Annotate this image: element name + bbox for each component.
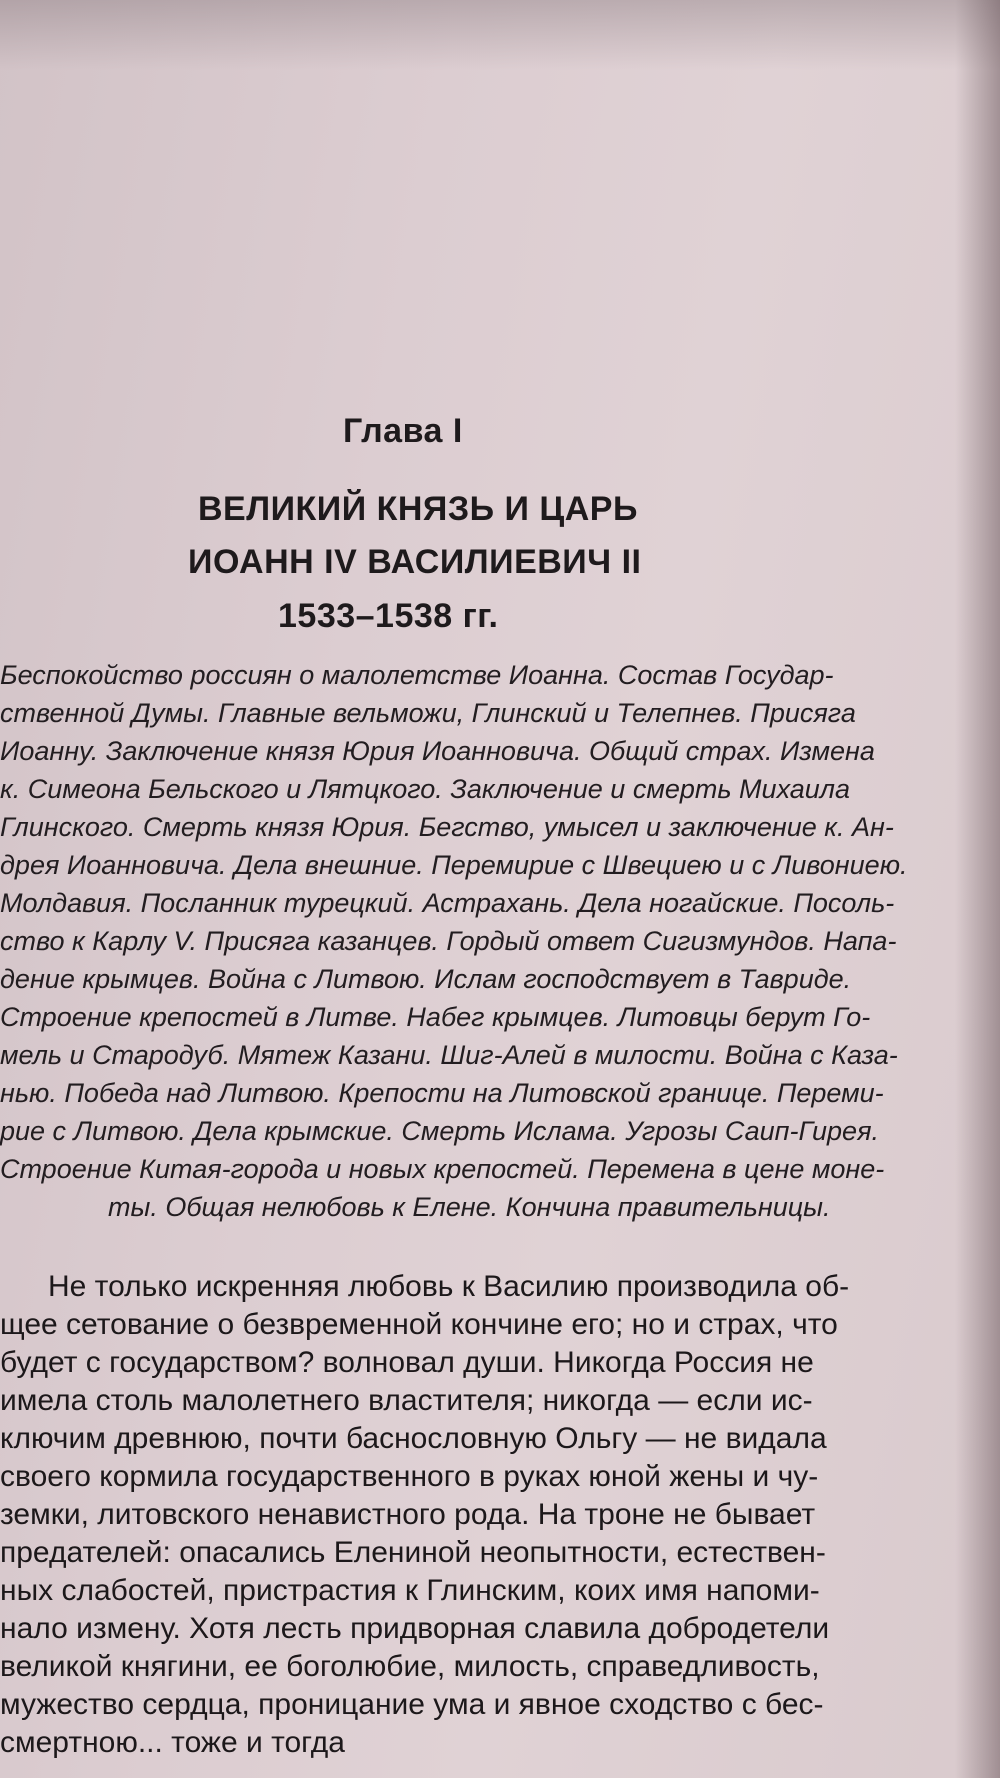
body-line: ключим древнюю, почти баснословную Ольгу — не видала bbox=[0, 1422, 827, 1455]
chapter-title-line-2: ИОАНН IV ВАСИЛИЕВИЧ II bbox=[188, 543, 642, 581]
body-line: мужество сердца, проницание ума и явное сходство с бес- bbox=[0, 1688, 824, 1721]
body-line: своего кормила государственного в руках юной жены и чу- bbox=[0, 1460, 819, 1493]
summary-line: рие с Литвою. Дела крымские. Смерть Ислама. Угрозы Саип-Гирея. bbox=[0, 1116, 879, 1146]
summary-line: Строение Китая-города и новых крепостей. Перемена в цене моне- bbox=[0, 1154, 885, 1184]
summary-line: Иоанну. Заключение князя Юрия Иоанновича. Общий страх. Измена bbox=[0, 736, 875, 766]
body-line: нало измену. Хотя лесть придворная славила добродетели bbox=[0, 1612, 830, 1645]
chapter-title-years: 1533–1538 гг. bbox=[278, 597, 499, 635]
top-shadow bbox=[0, 0, 1000, 70]
body-line: земки, литовского ненавистного рода. На троне не бывает bbox=[0, 1498, 816, 1531]
body-line: предателей: опасались Елениной неопытности, естествен- bbox=[0, 1536, 826, 1569]
summary-line: ты. Общая нелюбовь к Елене. Кончина правительницы. bbox=[108, 1192, 831, 1222]
body-line: смертною... тоже и тогда bbox=[0, 1726, 345, 1759]
body-line: будет с государством? волновал души. Никогда Россия не bbox=[0, 1346, 814, 1379]
summary-line: Строение крепостей в Литве. Набег крымцев. Литовцы берут Го- bbox=[0, 1002, 871, 1032]
page-edge-shadow bbox=[955, 0, 1000, 1778]
body-line: Не только искренняя любовь к Василию производила об- bbox=[48, 1270, 850, 1303]
summary-line: ственной Думы. Главные вельможи, Глинский и Телепнев. Присяга bbox=[0, 698, 856, 728]
summary-line: нью. Победа над Литвою. Крепости на Литовской границе. Переми- bbox=[0, 1078, 884, 1108]
body-line: щее сетование о безвременной кончине его; но и страх, что bbox=[0, 1308, 838, 1341]
summary-line: Молдавия. Посланник турецкий. Астрахань. Дела ногайские. Посоль- bbox=[0, 888, 895, 918]
body-line: имела столь малолетнего властителя; никогда — если ис- bbox=[0, 1384, 813, 1417]
chapter-title-line-1: ВЕЛИКИЙ КНЯЗЬ И ЦАРЬ bbox=[198, 490, 638, 528]
body-line: ных слабостей, пристрастия к Глинским, коих имя напоми- bbox=[0, 1574, 820, 1607]
summary-line: дение крымцев. Война с Литвою. Ислам господствует в Тавриде. bbox=[0, 964, 852, 994]
summary-line: Беспокойство россиян о малолетстве Иоанна. Состав Государ- bbox=[0, 660, 834, 690]
summary-line: ство к Карлу V. Присяга казанцев. Гордый ответ Сигизмундов. Напа- bbox=[0, 926, 897, 956]
summary-line: мель и Стародуб. Мятеж Казани. Шиг-Алей в милости. Война с Каза- bbox=[0, 1040, 898, 1070]
body-line: великой княгини, ее боголюбие, милость, справедливость, bbox=[0, 1650, 820, 1683]
summary-line: к. Симеона Бельского и Лятцкого. Заключение и смерть Михаила bbox=[0, 774, 851, 804]
summary-line: дрея Иоанновича. Дела внешние. Перемирие с Швециею и с Ливониею. bbox=[0, 850, 908, 880]
summary-line: Глинского. Смерть князя Юрия. Бегство, умысел и заключение к. Ан- bbox=[0, 812, 894, 842]
chapter-label: Глава I bbox=[343, 412, 463, 450]
